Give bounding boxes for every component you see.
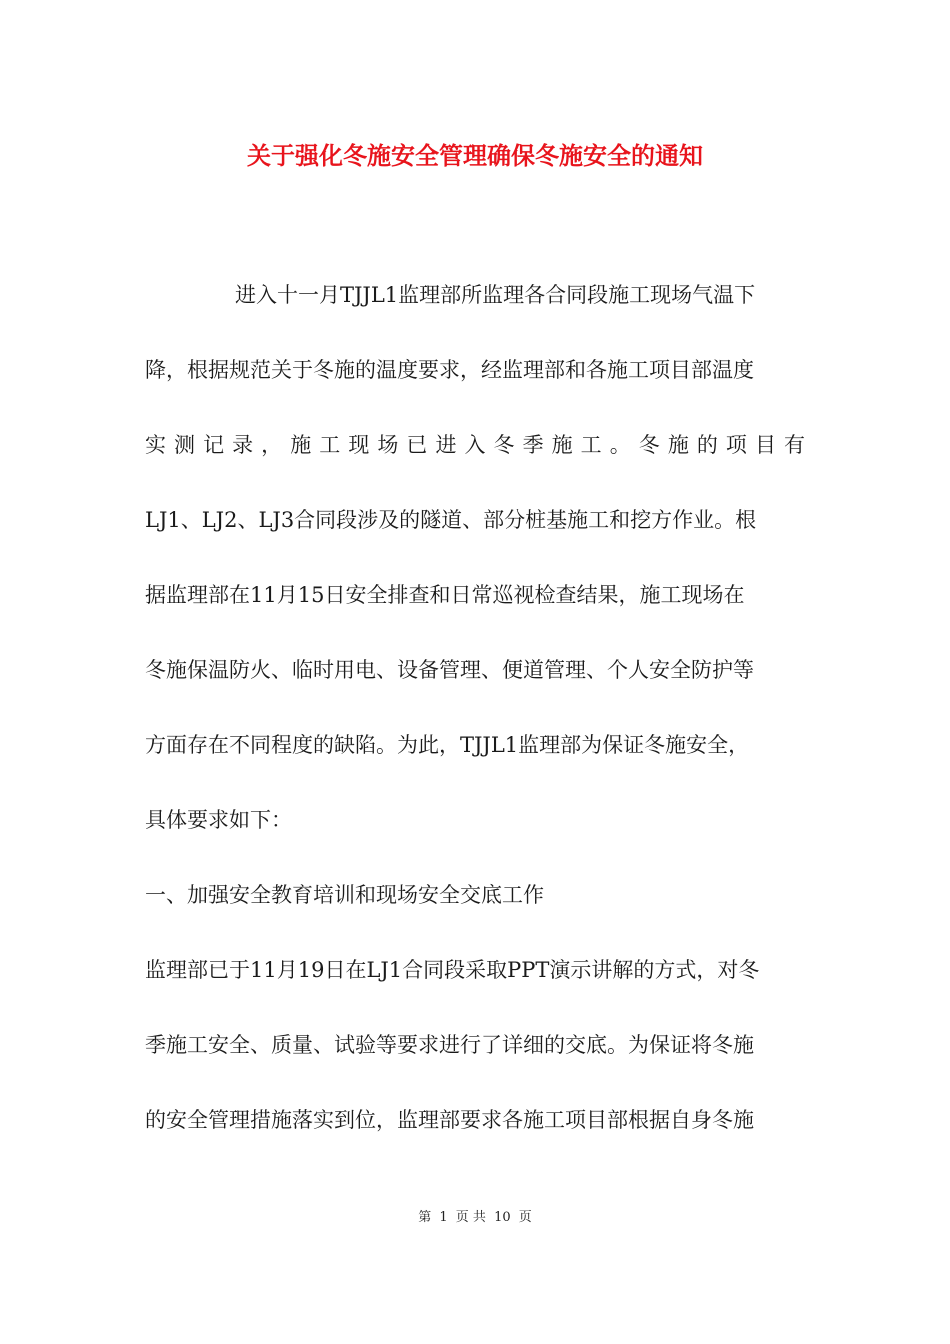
document-body — [145, 270, 805, 1170]
paragraph-line: 季施工安全、质量、试验等要求进行了详细的交底。为保证将冬施 — [145, 1033, 754, 1057]
paragraph-line: 具体要求如下： — [145, 808, 292, 832]
section-heading: 一、加强安全教育培训和现场安全交底工作 — [145, 883, 544, 907]
paragraph-line: 进入十一月TJJL1监理部所监理各合同段施工现场气温下 — [235, 283, 756, 307]
paragraph-line: 实测记录，施工现场已进入冬季施工。冬施的项目有 — [145, 433, 805, 457]
paragraph-line: 冬施保温防火、临时用电、设备管理、便道管理、个人安全防护等 — [145, 658, 754, 682]
page-footer — [0, 1206, 950, 1225]
document-title: 关于强化冬施安全管理确保冬施安全的通知 — [247, 141, 703, 170]
footer-suffix: 页 — [518, 1210, 532, 1225]
paragraph-line: 方面存在不同程度的缺陷。为此，TJJL1监理部为保证冬施安全， — [145, 733, 750, 757]
paragraph-line: 据监理部在11月15日安全排查和日常巡视检查结果，施工现场在 — [145, 583, 745, 607]
paragraph-line: LJ1、LJ2、LJ3合同段涉及的隧道、部分桩基施工和挖方作业。根 — [145, 508, 757, 532]
footer-page-number: 1 — [439, 1210, 448, 1225]
paragraph-line: 监理部已于11月19日在LJ1合同段采取PPT演示讲解的方式，对冬 — [145, 958, 760, 982]
footer-middle: 页 共 — [455, 1210, 486, 1225]
paragraph-line: 降，根据规范关于冬施的温度要求，经监理部和各施工项目部温度 — [145, 358, 754, 382]
footer-total-pages: 10 — [494, 1210, 511, 1225]
footer-prefix: 第 — [418, 1210, 432, 1225]
paragraph-line: 的安全管理措施落实到位，监理部要求各施工项目部根据自身冬施 — [145, 1108, 754, 1132]
